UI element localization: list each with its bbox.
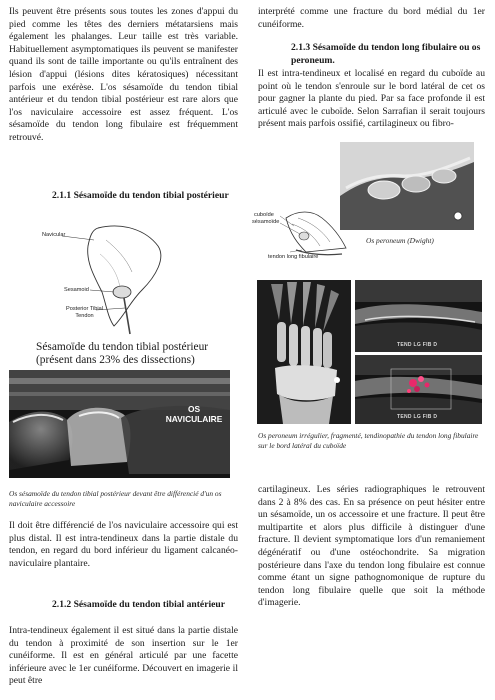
ultrasound-tendon-top (355, 280, 482, 352)
ultrasound-tendon-doppler (355, 355, 482, 424)
caption-navicular: Os sésamoïde du tendon tibial postérieur devant être différencié d'un os naviculaire accessoire (9, 489, 222, 508)
us-label-top: TEND LG FIB D (397, 342, 438, 348)
paragraph-os-peroneum: Il est intra-tendineux et localisé en regard du cuboïde au point où le tendon s'enroule sur le bord latéral de cet os pour gagner la plante du pied. Par sa face profonde il est articulé avec le cuboïde. Selon Sarrafian il serait toujours présent mais parfois ossifié, cartilagineux ou fibro- (258, 68, 485, 130)
xray-os-peroneum (340, 142, 474, 230)
paragraph-tibial-anterior: Intra-tendineux également il est situé dans la partie distale du tendon à proximité de son insertion sur le 1er cunéiforme. Il est en général articulé par une facette inférieure avec le 1er cunéiforme. Découvert en imagerie il peut être (9, 625, 238, 687)
xray-foot-bones (340, 142, 474, 230)
paragraph-navicular-distinction: Il doit être différencié de l'os naviculaire accessoire qui est plus distal. Il est intra-tendineux dans la partie distale du tendon, en regard du bord inférieur du ligament calcanéo-naviculaire plantaire. (9, 520, 238, 569)
xray-foot-frontal (257, 280, 351, 424)
caption-os-peroneum-dwight: Os peroneum (Dwight) (366, 236, 434, 245)
top-line-continuation: interprété comme une fracture du bord médial du 1er cunéiforme. (258, 6, 485, 30)
label-tendon-long-fibulaire: tendon long fibulaire (268, 254, 319, 260)
ultrasound-texture (9, 370, 230, 478)
ultrasound-image-navicular (9, 370, 230, 478)
label-os-naviculaire: OS NAVICULAIRE (165, 404, 223, 424)
us-label-bottom: TEND LG FIB D (397, 414, 438, 420)
caption-peroneum-fragmented: Os peroneum irrégulier, fragmenté, tendinopathie du tendon long fibulaire sur le bord latéral du cuboïde (258, 431, 479, 450)
ultrasound-title: Sésamoïde du tendon tibial postérieur (présent dans 23% des dissections) (36, 341, 209, 367)
paragraph-radiographic-series: cartilagineux. Les séries radiographiques le retrouvent dans 2 à 8% des cas. En sa présence on peut hésiter entre un sésamoïde, un os accessoire et une fracture. Il peut être multipartite et alors plus difficile à distinguer d'une fracture. Il devient symptomatique lors d'un remaniement dégénératif ou d'une ostéochondrite. Sa migration postérieure dans l'axe du tendon long fibulaire est connue comme étant un signe pathognomonique de rupture du tendon long fibulaire quelle que soit la méthode d'imagerie. (258, 484, 485, 609)
label-cuboide: cuboïde (254, 212, 274, 218)
label-navicular: Navicular (42, 232, 66, 238)
label-posterior-tibial-tendon: Posterior Tibial Tendon (66, 306, 103, 319)
label-sesamoid: Sesamoid (64, 287, 89, 293)
navicular-drawing (28, 218, 228, 336)
xray-foot-frontal-bones (257, 280, 351, 424)
heading-2-1-3: 2.1.3 Sésamoïde du tendon long fibulaire ou os peroneum. (291, 42, 481, 66)
intro-paragraph: Ils peuvent être présents sous toutes les zones d'appui du pied comme les têtes des derniers métatarsiens mais également les phalanges. Leur taille est très variable. Habituellement asymptomatiques ils peuvent se manifester quand ils sont de taille importante ou qu'ils entraînent des lésion d'appui (lésions dites kératosiques) nécessitant parfois une exérèse. L'os sésamoïde du tendon tibial antérieur et du tendon tibial postérieur est rare alors que l'os naviculaire accessoire est assez fréquent. L'os sésamoïde du tendon long fibulaire est fréquemment retrouvé. (9, 6, 238, 143)
heading-2-1-2: 2.1.2 Sésamoïde du tendon tibial antérieur (52, 599, 225, 610)
heading-2-1-1: 2.1.1 Sésamoïde du tendon tibial postérieur (52, 190, 229, 201)
peroneum-drawing (252, 204, 348, 264)
label-sesamoide: sésamoïde (252, 219, 280, 225)
